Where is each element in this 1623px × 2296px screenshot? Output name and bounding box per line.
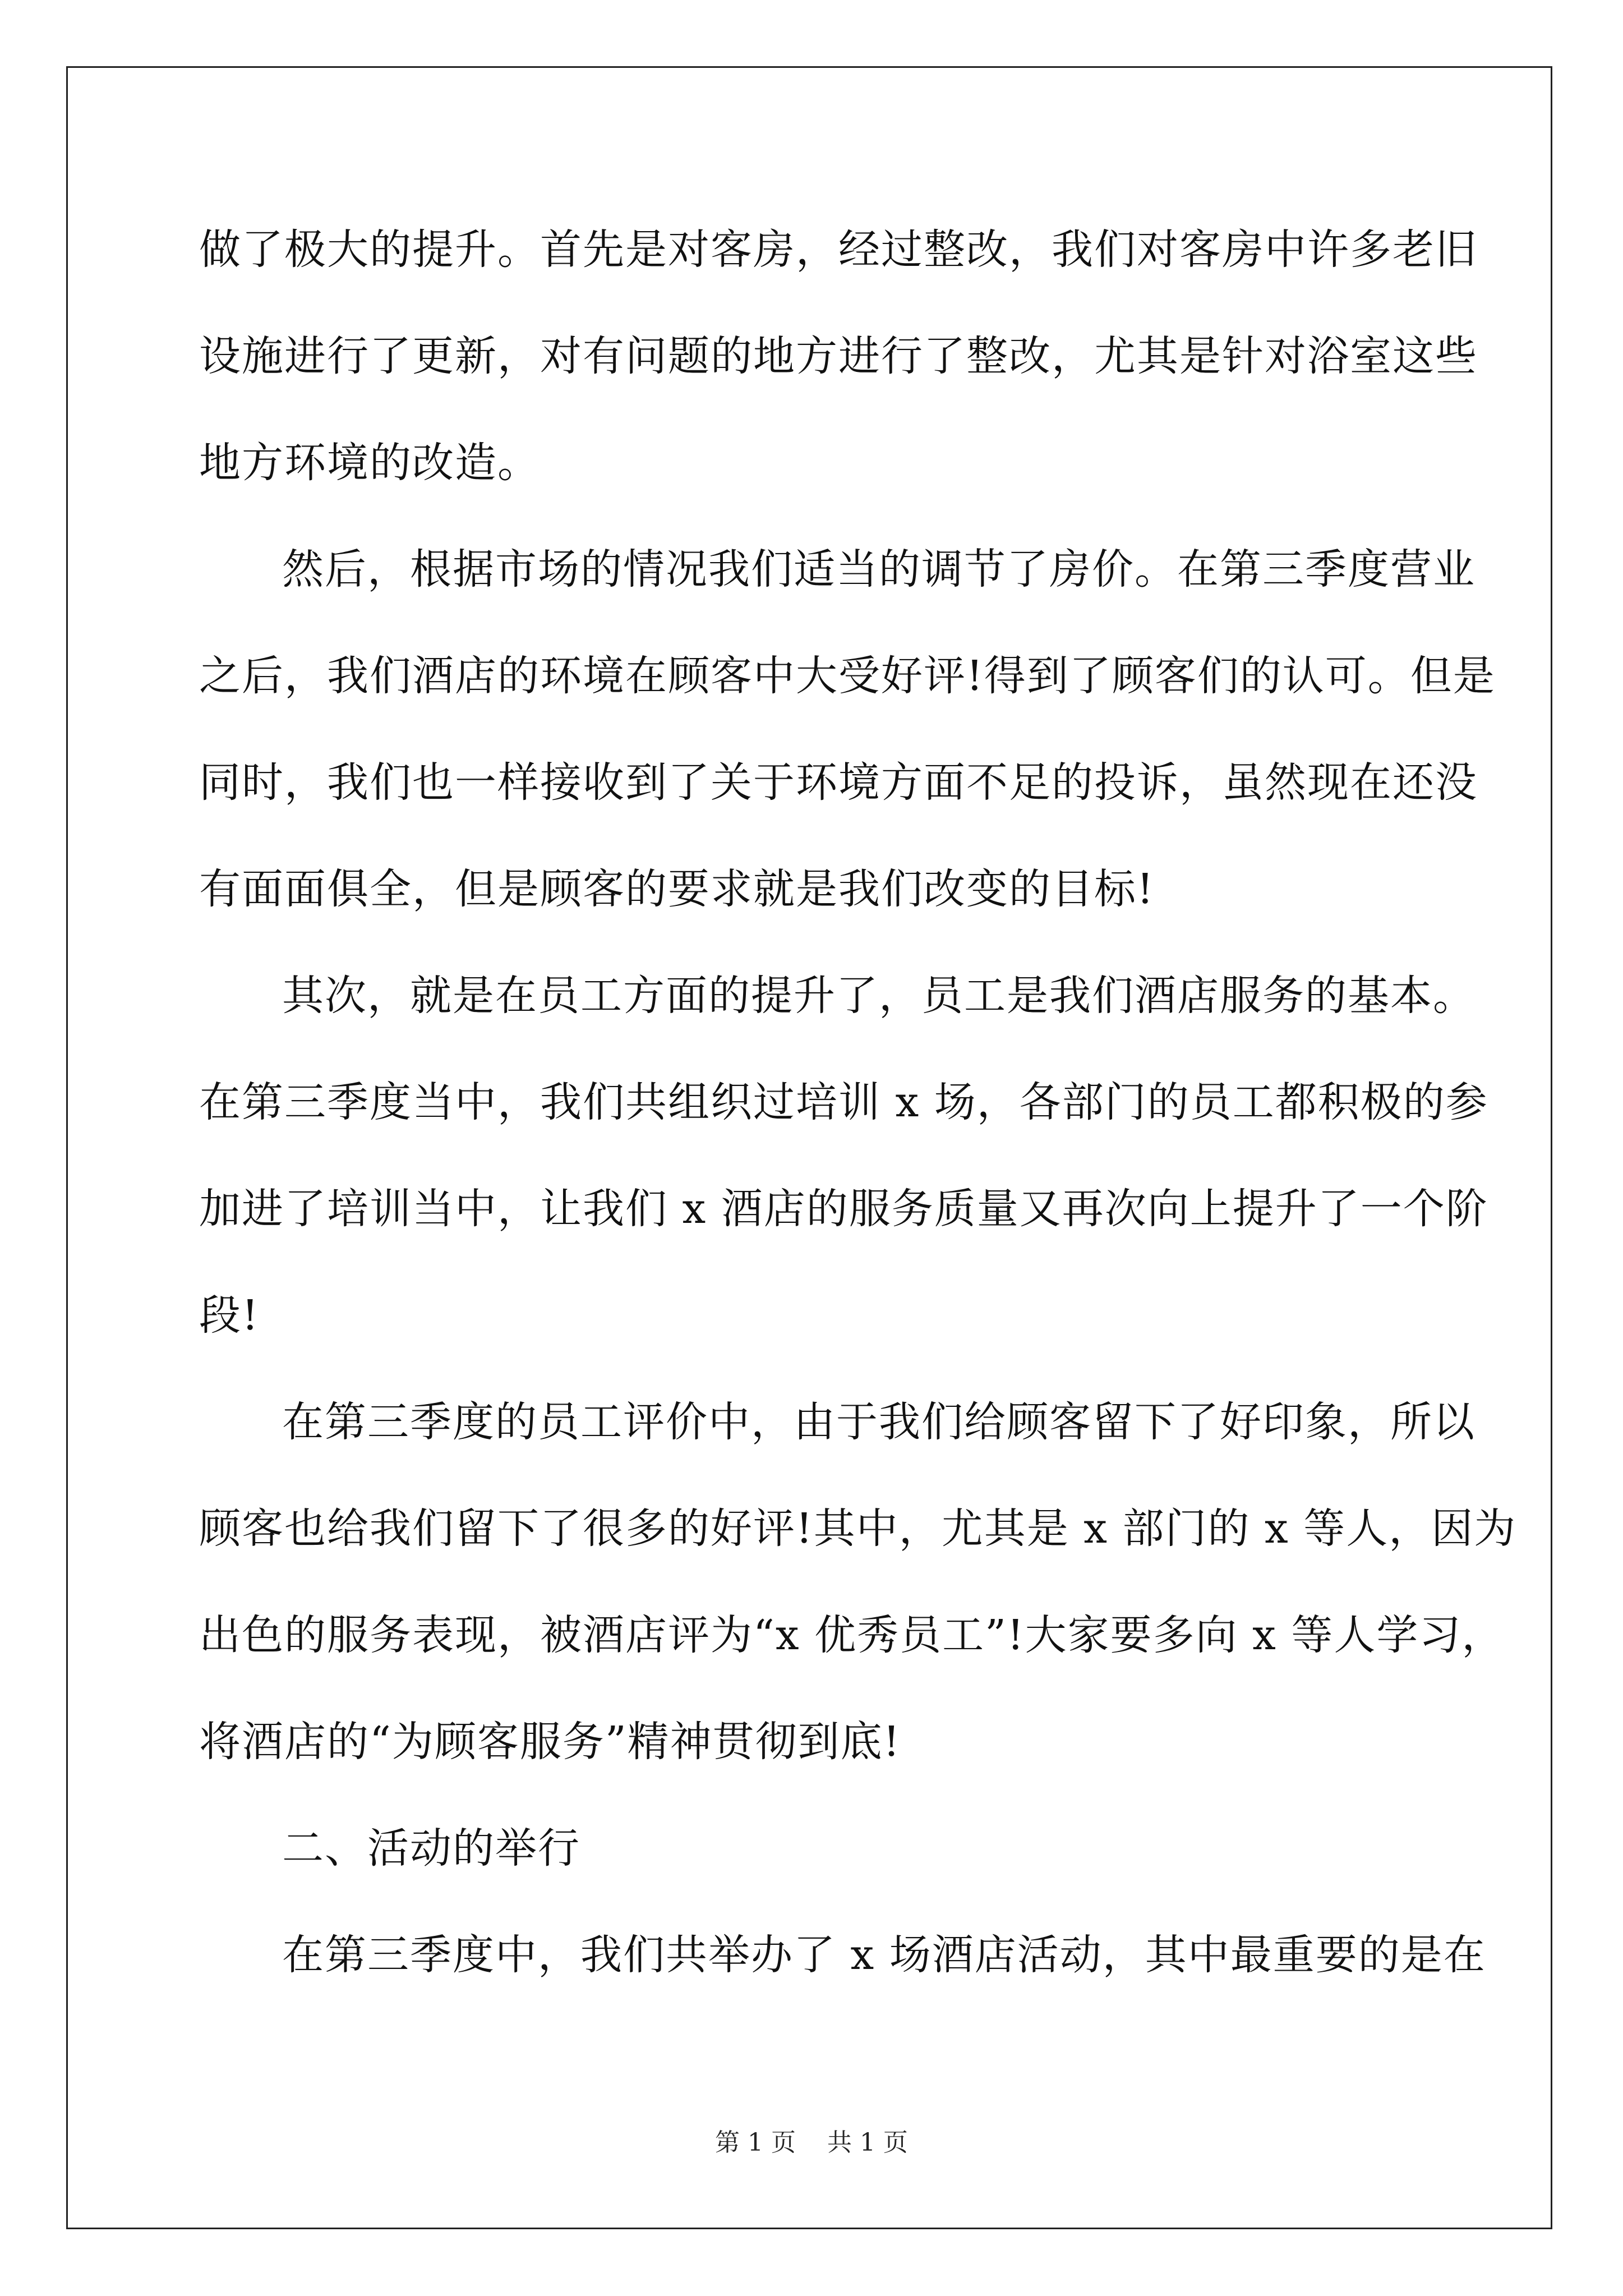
section-heading: 二、活动的举行 xyxy=(282,1824,580,1872)
text-line: 出色的服务表现，被酒店评为“x 优秀员工”!大家要多向 x 等人学习， xyxy=(199,1611,1505,1659)
text-line: 段! xyxy=(199,1291,260,1340)
text-line: 将酒店的“为顾客服务”精神贯彻到底! xyxy=(199,1718,901,1766)
text-line: 同时，我们也一样接收到了关于环境方面不足的投诉，虽然现在还没 xyxy=(199,758,1478,807)
text-line: 地方环境的改造。 xyxy=(199,439,540,487)
text-line: 设施进行了更新，对有问题的地方进行了整改，尤其是针对浴室这些 xyxy=(199,332,1478,380)
page-footer: 第 1 页 共 1 页 xyxy=(715,2128,908,2157)
text-line: 在第三季度当中，我们共组织过培训 x 场，各部门的员工都积极的参 xyxy=(199,1078,1488,1126)
text-line: 加进了培训当中，让我们 x 酒店的服务质量又再次向上提升了一个阶 xyxy=(199,1185,1488,1233)
document-body xyxy=(199,213,1517,2025)
paragraph-first-line: 其次，就是在员工方面的提升了，员工是我们酒店服务的基本。 xyxy=(282,972,1476,1020)
paragraph-first-line: 然后，根据市场的情况我们适当的调节了房价。在第三季度营业 xyxy=(282,545,1476,593)
paragraph-first-line: 在第三季度的员工评价中，由于我们给顾客留下了好印象，所以 xyxy=(282,1398,1476,1446)
paragraph-first-line: 在第三季度中，我们共举办了 x 场酒店活动，其中最重要的是在 xyxy=(282,1931,1486,1979)
text-line: 有面面俱全，但是顾客的要求就是我们改变的目标! xyxy=(199,865,1155,913)
text-line: 做了极大的提升。首先是对客房，经过整改，我们对客房中许多老旧 xyxy=(199,226,1478,274)
text-line: 之后，我们酒店的环境在顾客中大受好评!得到了顾客们的认可。但是 xyxy=(199,652,1496,700)
text-line: 顾客也给我们留下了很多的好评!其中，尤其是 x 部门的 x 等人，因为 xyxy=(199,1504,1517,1553)
